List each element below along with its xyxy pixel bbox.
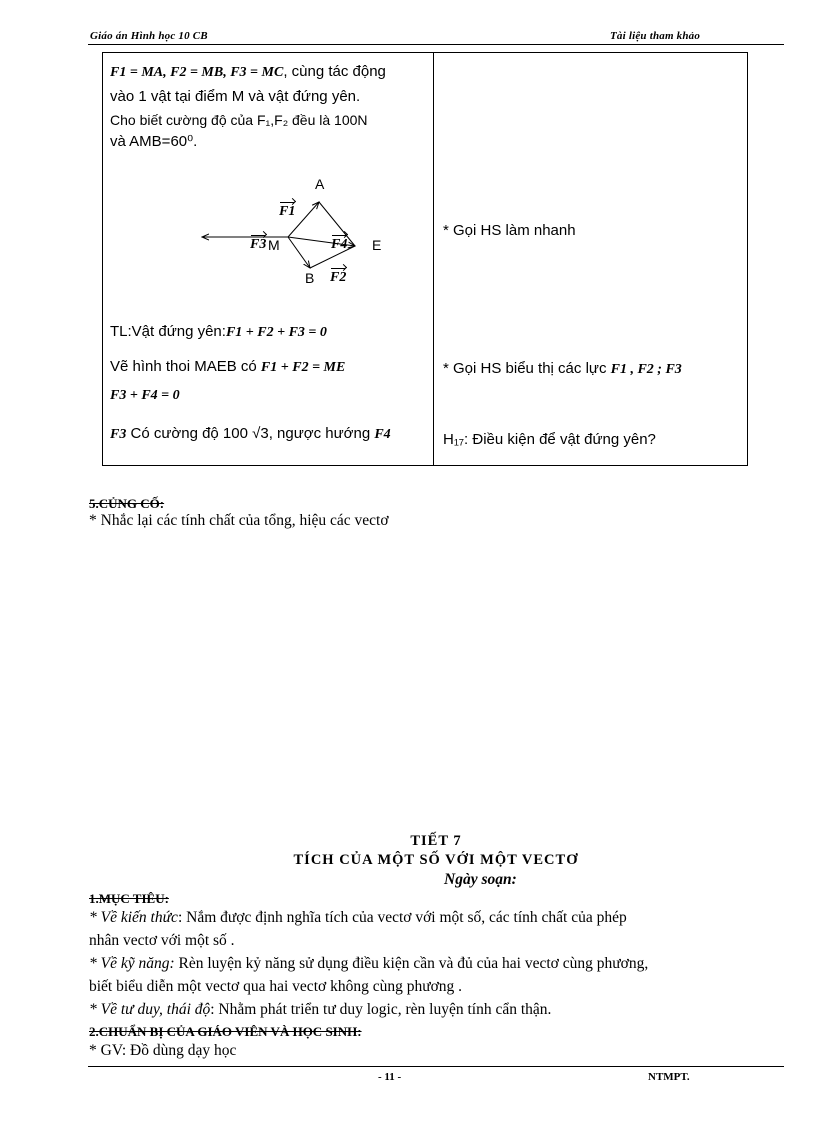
- lesson-title: TÍCH CỦA MỘT SỐ VỚI MỘT VECTƠ: [293, 852, 579, 868]
- footer-author: NTMPT.: [648, 1071, 690, 1083]
- attitude-line: * Về tư duy, thái độ: Nhằm phát triển tư duy logic, rèn luyện tính cẩn thận.: [89, 1001, 552, 1018]
- section5-heading: 5.CỦNG CỐ:: [89, 496, 165, 511]
- knowledge-line: * Về kiến thức: Nắm được định nghĩa tích của vectơ với một số, các tính chất của phép: [89, 909, 627, 926]
- force-formula: F1 = MA, F2 = MB, F3 = MC: [110, 65, 284, 80]
- label-f1: F1: [279, 204, 296, 219]
- left-line4: và AMB=60⁰.: [110, 133, 198, 150]
- point-e-label: E: [372, 237, 382, 253]
- skill-line2: biết biểu diễn một vectơ qua hai vectơ không cùng phương .: [89, 978, 463, 995]
- label-f2: F2: [330, 270, 347, 285]
- label-f3: F3: [250, 237, 267, 252]
- label-f4: F4: [331, 237, 348, 252]
- point-m-label: M: [268, 237, 280, 253]
- lesson-number: TIẾT 7: [410, 833, 462, 849]
- left-line2: vào 1 vật tại điểm M và vật đứng yên.: [110, 88, 361, 105]
- header-rule: [88, 44, 784, 45]
- footer-rule: [88, 1066, 784, 1067]
- ve-line2: [110, 383, 430, 408]
- ve-line: Vẽ hình thoi MAEB có F1 + F2 = ME: [110, 358, 346, 375]
- point-b-label: B: [305, 270, 315, 286]
- rhombus-formula: F1 + F2 = ME: [260, 360, 346, 375]
- header-right: Tài liệu tham khảo: [610, 30, 701, 42]
- skill-line: * Về kỹ năng: Rèn luyện kỷ năng sử dụng điều kiện cần và đủ của hai vectơ cùng phương,: [89, 955, 649, 972]
- sum-zero-formula: F3 + F4 = 0: [110, 388, 180, 403]
- point-a-label: A: [315, 176, 325, 192]
- left-line3: Cho biết cường độ của F₁,F₂ đều là 100N: [110, 112, 368, 128]
- page-number: - 11 -: [378, 1071, 402, 1083]
- note-quick: * Gọi HS làm nhanh: [443, 222, 576, 239]
- section1-heading: 1.MỤC TIÊU:: [89, 891, 169, 906]
- header-left: Giáo án Hình học 10 CB: [90, 30, 208, 42]
- section2-heading: 2.CHUẨN BỊ CỦA GIÁO VIÊN VÀ HỌC SINH:: [89, 1024, 362, 1039]
- equilibrium-formula: F1 + F2 + F3 = 0: [225, 325, 327, 340]
- lesson-date: Ngày soạn:: [444, 871, 517, 888]
- note-forces: * Gọi HS biểu thị các lực F1 , F2 ; F3: [443, 360, 682, 377]
- teacher-prep-line: * GV: Đồ dùng dạy học: [89, 1042, 237, 1059]
- knowledge-line2: nhân vectơ với một số .: [89, 932, 235, 949]
- section5-line: * Nhắc lại các tính chất của tổng, hiệu các vectơ: [89, 512, 389, 529]
- note-h17: H₁₇: Điều kiện để vật đứng yên?: [443, 431, 656, 448]
- magnitude-line: F3 Có cường độ 100 √3, ngược hướng F4: [110, 425, 391, 442]
- vector-f2: [288, 237, 310, 268]
- left-line1: F1 = MA, F2 = MB, F3 = MC, cùng tác động: [110, 63, 386, 80]
- tl-line: TL:Vật đứng yên:F1 + F2 + F3 = 0: [110, 323, 327, 340]
